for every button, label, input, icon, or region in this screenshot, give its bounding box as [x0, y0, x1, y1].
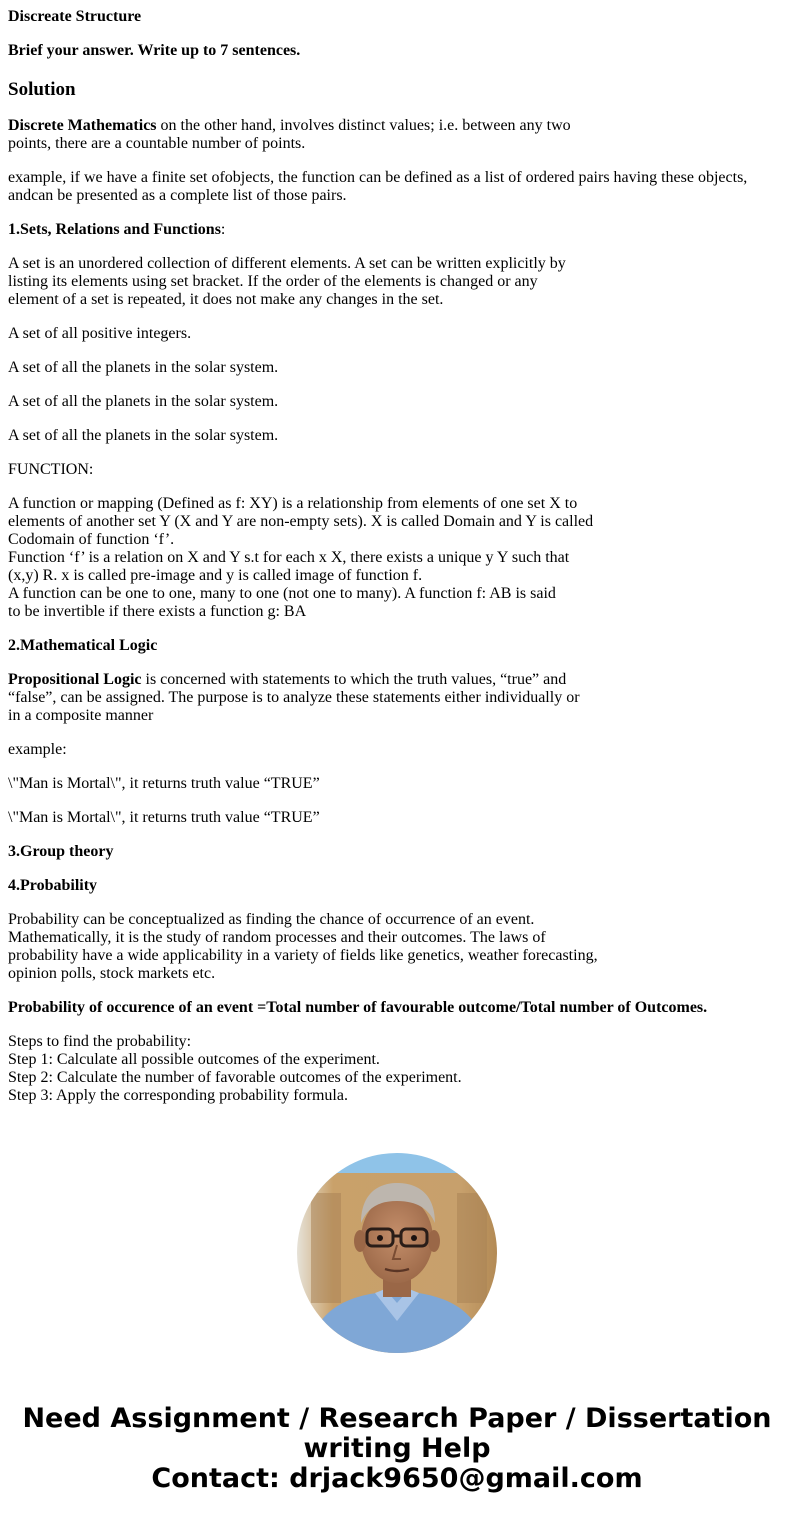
- avatar-carving-right: [457, 1193, 487, 1303]
- example-line1: example, if we have a finite set ofobjects, the function can be defined as a list of ordered pairs having these objects,: [8, 169, 748, 186]
- example-line2: andcan be presented as a complete list of those pairs.: [8, 187, 347, 204]
- function-line: to be invertible if there exists a function g: BA: [8, 603, 307, 620]
- promo-line1: Need Assignment / Research Paper / Dissertation: [22, 1403, 772, 1434]
- logic-example: \"Man is Mortal\", it returns truth value “TRUE”: [8, 809, 320, 826]
- function-line: (x,y) R. x is called pre-image and y is called image of function f.: [8, 567, 423, 584]
- probability-formula: [8, 999, 788, 1017]
- function-paragraph: [8, 495, 788, 621]
- step-line: Step 3: Apply the corresponding probability formula.: [8, 1087, 348, 1104]
- intro-line2: points, there are a countable number of points.: [8, 135, 306, 152]
- function-line: Function ‘f’ is a relation on X and Y s.t for each x X, there exists a unique y Y such that: [8, 549, 570, 566]
- section4-heading-text: 4.Probability: [8, 877, 98, 894]
- probability-line: opinion polls, stock markets etc.: [8, 965, 216, 982]
- example-paragraph: [8, 169, 788, 205]
- document-body: [8, 0, 788, 1105]
- function-line: elements of another set Y (X and Y are non-empty sets). X is called Domain and Y is called: [8, 513, 594, 530]
- function-line: Codomain of function ‘f’.: [8, 531, 175, 548]
- logic-example-label: example:: [8, 741, 67, 758]
- instruction-text: Brief your answer. Write up to 7 sentences.: [8, 42, 301, 59]
- section3-heading: [8, 843, 788, 861]
- probability-line: probability have a wide applicability in a variety of fields like genetics, weather forecasting,: [8, 947, 598, 964]
- step-line: Step 2: Calculate the number of favorable outcomes of the experiment.: [8, 1069, 462, 1086]
- probability-line: Probability can be conceptualized as finding the chance of occurrence of an event.: [8, 911, 535, 928]
- promo-line2: writing Help: [303, 1433, 491, 1464]
- section1-heading-text: 1.Sets, Relations and Functions: [8, 221, 221, 238]
- avatar-eye-right: [411, 1235, 417, 1241]
- probability-formula-text: Probability of occurence of an event =Total number of favourable outcome/Total number of Outcomes.: [8, 999, 708, 1016]
- section4-heading: [8, 877, 788, 895]
- step-line: Step 1: Calculate all possible outcomes of the experiment.: [8, 1051, 380, 1068]
- intro-bold-term: Discrete Mathematics: [8, 117, 157, 134]
- sets-line: A set is an unordered collection of different elements. A set can be written explicitly by: [8, 255, 566, 272]
- set-example: A set of all positive integers.: [8, 325, 192, 342]
- logic-line: in a composite manner: [8, 707, 154, 724]
- avatar-ear-right: [428, 1230, 440, 1252]
- function-label: FUNCTION:: [8, 461, 94, 478]
- set-example: A set of all the planets in the solar system.: [8, 393, 279, 410]
- avatar-ear-left: [354, 1230, 366, 1252]
- set-example: A set of all the planets in the solar system.: [8, 427, 279, 444]
- logic-bold-term: Propositional Logic: [8, 671, 142, 688]
- section3-heading-text: 3.Group theory: [8, 843, 114, 860]
- intro-line1: on the other hand, involves distinct values; i.e. between any two: [156, 117, 571, 134]
- function-line: A function can be one to one, many to one (not one to many). A function f: AB is said: [8, 585, 556, 602]
- solution-heading: Solution: [8, 79, 76, 100]
- avatar-eye-left: [377, 1235, 383, 1241]
- logic-paragraph: [8, 671, 788, 725]
- section1-heading-suffix: :: [220, 221, 226, 238]
- section2-heading: [8, 637, 788, 655]
- avatar-carving-left: [311, 1193, 341, 1303]
- avatar-illustration: [297, 1153, 497, 1353]
- intro-paragraph: [8, 117, 788, 153]
- logic-example: \"Man is Mortal\", it returns truth value “TRUE”: [8, 775, 320, 792]
- sets-paragraph: [8, 255, 788, 309]
- logic-line1: is concerned with statements to which the truth values, “true” and: [141, 671, 567, 688]
- author-avatar: [297, 1153, 497, 1353]
- document-title: Discreate Structure: [8, 8, 142, 25]
- probability-steps: [8, 1033, 788, 1105]
- step-line: Steps to find the probability:: [8, 1033, 192, 1050]
- section2-heading-text: 2.Mathematical Logic: [8, 637, 158, 654]
- probability-paragraph: [8, 911, 788, 983]
- set-example: A set of all the planets in the solar system.: [8, 359, 279, 376]
- promo-contact: Contact: drjack9650@gmail.com: [151, 1463, 643, 1494]
- probability-line: Mathematically, it is the study of random processes and their outcomes. The laws of: [8, 929, 546, 946]
- sets-line: element of a set is repeated, it does not make any changes in the set.: [8, 291, 444, 308]
- function-line: A function or mapping (Defined as f: XY) is a relationship from elements of one set X to: [8, 495, 578, 512]
- sets-line: listing its elements using set bracket. If the order of the elements is changed or any: [8, 273, 538, 290]
- promo-banner: [0, 1404, 794, 1494]
- logic-line: “false”, can be assigned. The purpose is to analyze these statements either individually or: [8, 689, 580, 706]
- section1-heading: [8, 221, 788, 239]
